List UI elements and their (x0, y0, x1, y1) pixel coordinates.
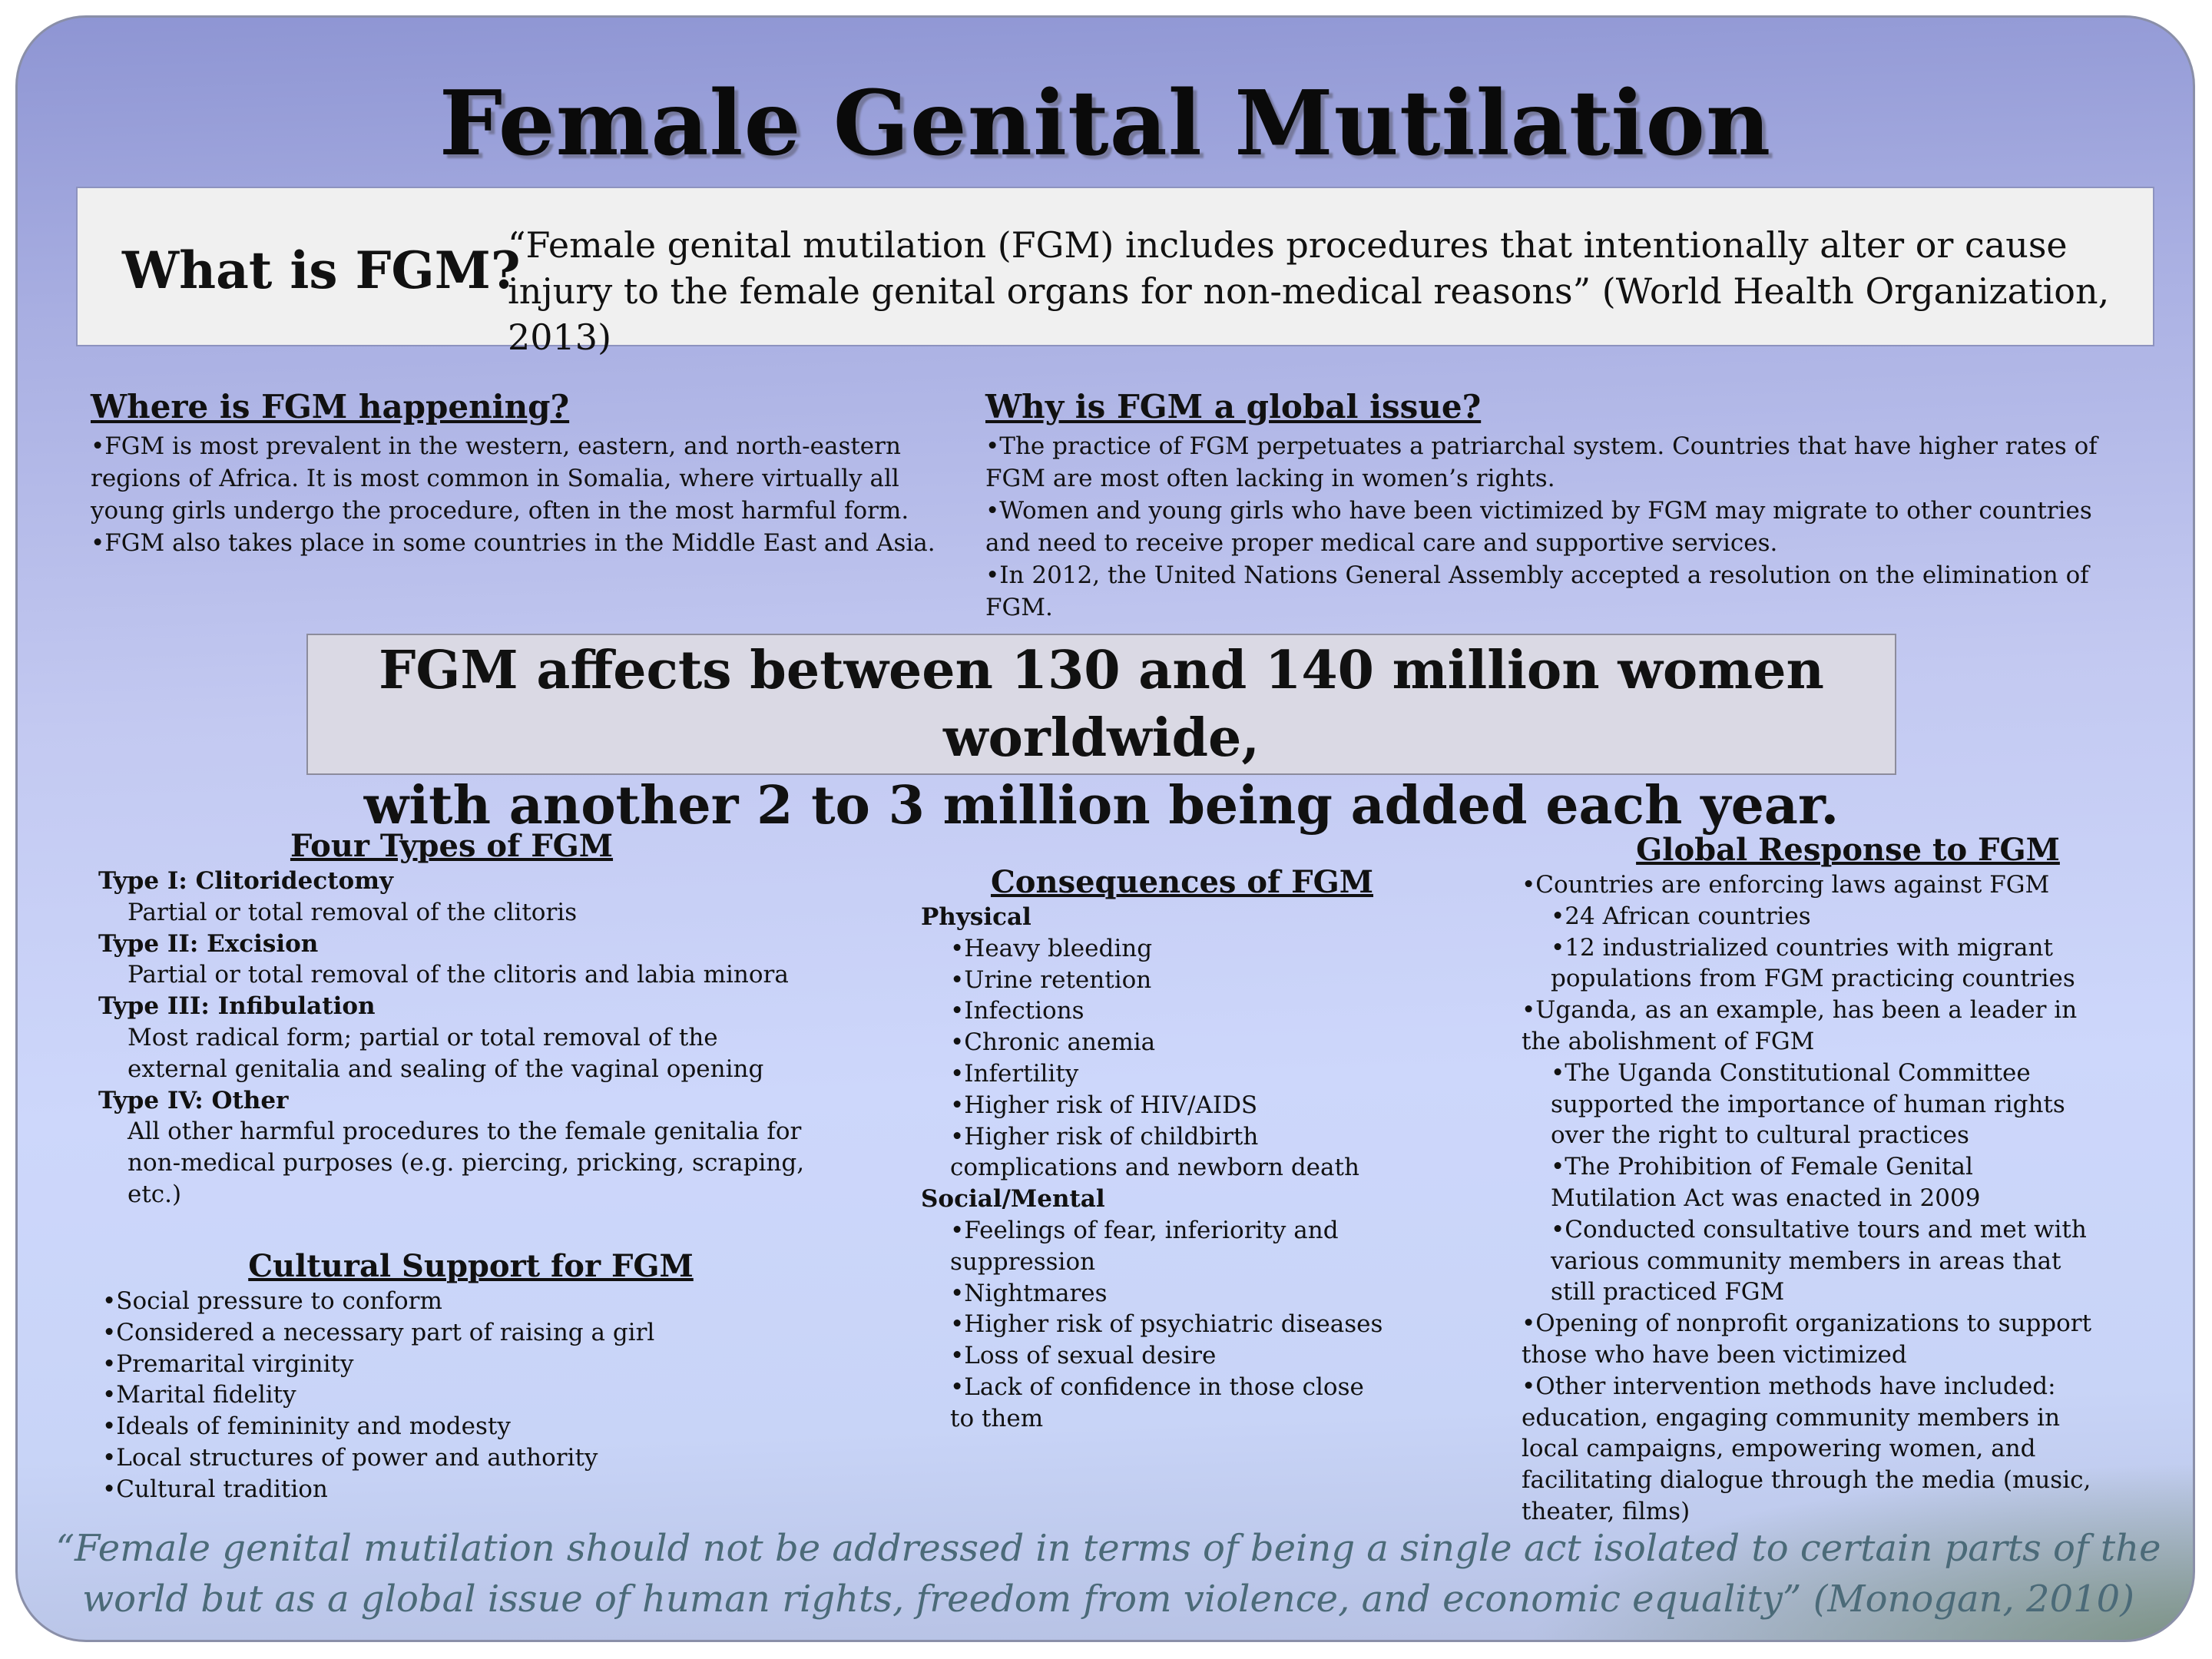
type-name: Type III: Infibulation (98, 992, 376, 1021)
social-item: •Feelings of fear, inferiority and suppression (950, 1216, 1339, 1276)
cultural-item: •Ideals of femininity and modesty (102, 1412, 511, 1441)
why-item: •In 2012, the United Nations General Assembly accepted a resolution on the elimination of FGM. (985, 561, 2089, 621)
social-item: •Nightmares (950, 1279, 1108, 1307)
physical-item: •Infections (950, 997, 1084, 1025)
response-item: •Other intervention methods have included: education, engaging community members in local campaigns, empowering women, and facilitating dialogue through the media (music, theater, films) (1522, 1372, 2091, 1525)
why-heading: Why is FGM a global issue? (985, 388, 1482, 426)
physical-item: •Urine retention (950, 965, 1152, 994)
physical-label: Physical (921, 903, 1031, 931)
physical-item: •Heavy bleeding (950, 934, 1153, 962)
statistic-box (306, 634, 1896, 836)
why-section (985, 388, 2137, 624)
type-name: Type IV: Other (98, 1086, 289, 1114)
social-label: Social/Mental (921, 1185, 1105, 1214)
definition-question: What is FGM? (122, 240, 521, 300)
physical-item: •Chronic anemia (950, 1028, 1156, 1057)
types-section (98, 828, 805, 1210)
type-description: Most radical form; partial or total removal of the external genitalia and sealing of the vaginal opening (127, 1023, 764, 1083)
cultural-item: •Local structures of power and authority (102, 1443, 598, 1472)
social-item: •Higher risk of psychiatric diseases (950, 1310, 1383, 1339)
closing-quote: “Female genital mutilation should not be addressed in terms of being a single act isolated to certain parts of the world but as a global issue of human rights, freedom from violence, and economic equality” (Monogan, 2010) (55, 1527, 2161, 1621)
cultural-item: •Cultural tradition (102, 1475, 328, 1503)
response-item: •Uganda, as an example, has been a leader in the abolishment of FGM (1522, 996, 2078, 1055)
response-item: •24 African countries (1551, 902, 1811, 930)
where-item: •FGM is most prevalent in the western, eastern, and north-eastern regions of Africa. It is most common in Somalia, where virtually all young girls undergo the procedure, often in the most harmful form. (91, 432, 909, 525)
response-item: •Countries are enforcing laws against FGM (1522, 871, 2050, 899)
consequences-list (921, 902, 1389, 1435)
type-description: All other harmful procedures to the female genitalia for non-medical purposes (e.g. piercing, pricking, scraping, etc.) (127, 1118, 805, 1208)
types-heading: Four Types of FGM (290, 828, 614, 864)
response-section (1522, 832, 2105, 1528)
response-item: •12 industrialized countries with migrant populations from FGM practicing countries (1551, 933, 2075, 993)
definition-text: “Female genital mutilation (FGM) includes procedures that intentionally alter or cause injury to the female genital organs for non-medical reasons” (World Health Organization, 2013) (508, 224, 2110, 358)
definition-box (76, 187, 2154, 358)
where-list (91, 430, 935, 559)
response-item: •The Uganda Constitutional Committee supported the importance of human rights over the right to cultural practices (1551, 1058, 2065, 1150)
cultural-item: •Social pressure to conform (102, 1287, 442, 1315)
where-item: •FGM also takes place in some countries in the Middle East and Asia. (91, 529, 935, 557)
why-list (985, 430, 2137, 624)
poster-title: Female Genital Mutilation (439, 71, 1772, 176)
physical-item: •Infertility (950, 1059, 1079, 1088)
physical-item: •Higher risk of HIV/AIDS (950, 1091, 1258, 1119)
cultural-section (102, 1248, 839, 1505)
response-heading: Global Response to FGM (1636, 832, 2060, 868)
physical-item: •Higher risk of childbirth complications and newborn death (950, 1122, 1359, 1182)
cultural-heading: Cultural Support for FGM (248, 1248, 694, 1284)
cultural-item: •Premarital virginity (102, 1349, 354, 1378)
response-item: •Opening of nonprofit organizations to support those who have been victimized (1522, 1310, 2092, 1369)
type-name: Type I: Clitoridectomy (98, 867, 394, 895)
poster-background (15, 15, 2195, 1642)
consequences-heading: Consequences of FGM (990, 864, 1374, 900)
type-description: Partial or total removal of the clitoris (127, 898, 578, 926)
response-item: •Conducted consultative tours and met with various community members in areas that still practiced FGM (1551, 1215, 2087, 1306)
consequences-section (921, 864, 1389, 1435)
social-item: •Loss of sexual desire (950, 1342, 1217, 1370)
why-item: •Women and young girls who have been victimized by FGM may migrate to other countries and need to receive proper medical care and supportive services. (985, 497, 2092, 557)
cultural-list (102, 1286, 839, 1505)
where-section (91, 388, 935, 559)
cultural-item: •Considered a necessary part of raising a girl (102, 1318, 655, 1346)
type-name: Type II: Excision (98, 929, 319, 958)
why-item: •The practice of FGM perpetuates a patriarchal system. Countries that have higher rates of FGM are most often lacking in women’s rights. (985, 432, 2098, 492)
types-list (98, 866, 805, 1210)
response-item: •The Prohibition of Female Genital Mutilation Act was enacted in 2009 (1551, 1153, 1981, 1212)
type-description: Partial or total removal of the clitoris and labia minora (127, 961, 789, 989)
cultural-item: •Marital fidelity (102, 1381, 296, 1409)
statistic-line-1: FGM affects between 130 and 140 million women worldwide, (379, 640, 1824, 769)
response-list (1522, 869, 2105, 1528)
statistic-line-2: with another 2 to 3 million being added each year. (363, 775, 1839, 836)
where-heading: Where is FGM happening? (91, 388, 570, 426)
social-item: •Lack of confidence in those close to them (950, 1373, 1364, 1432)
